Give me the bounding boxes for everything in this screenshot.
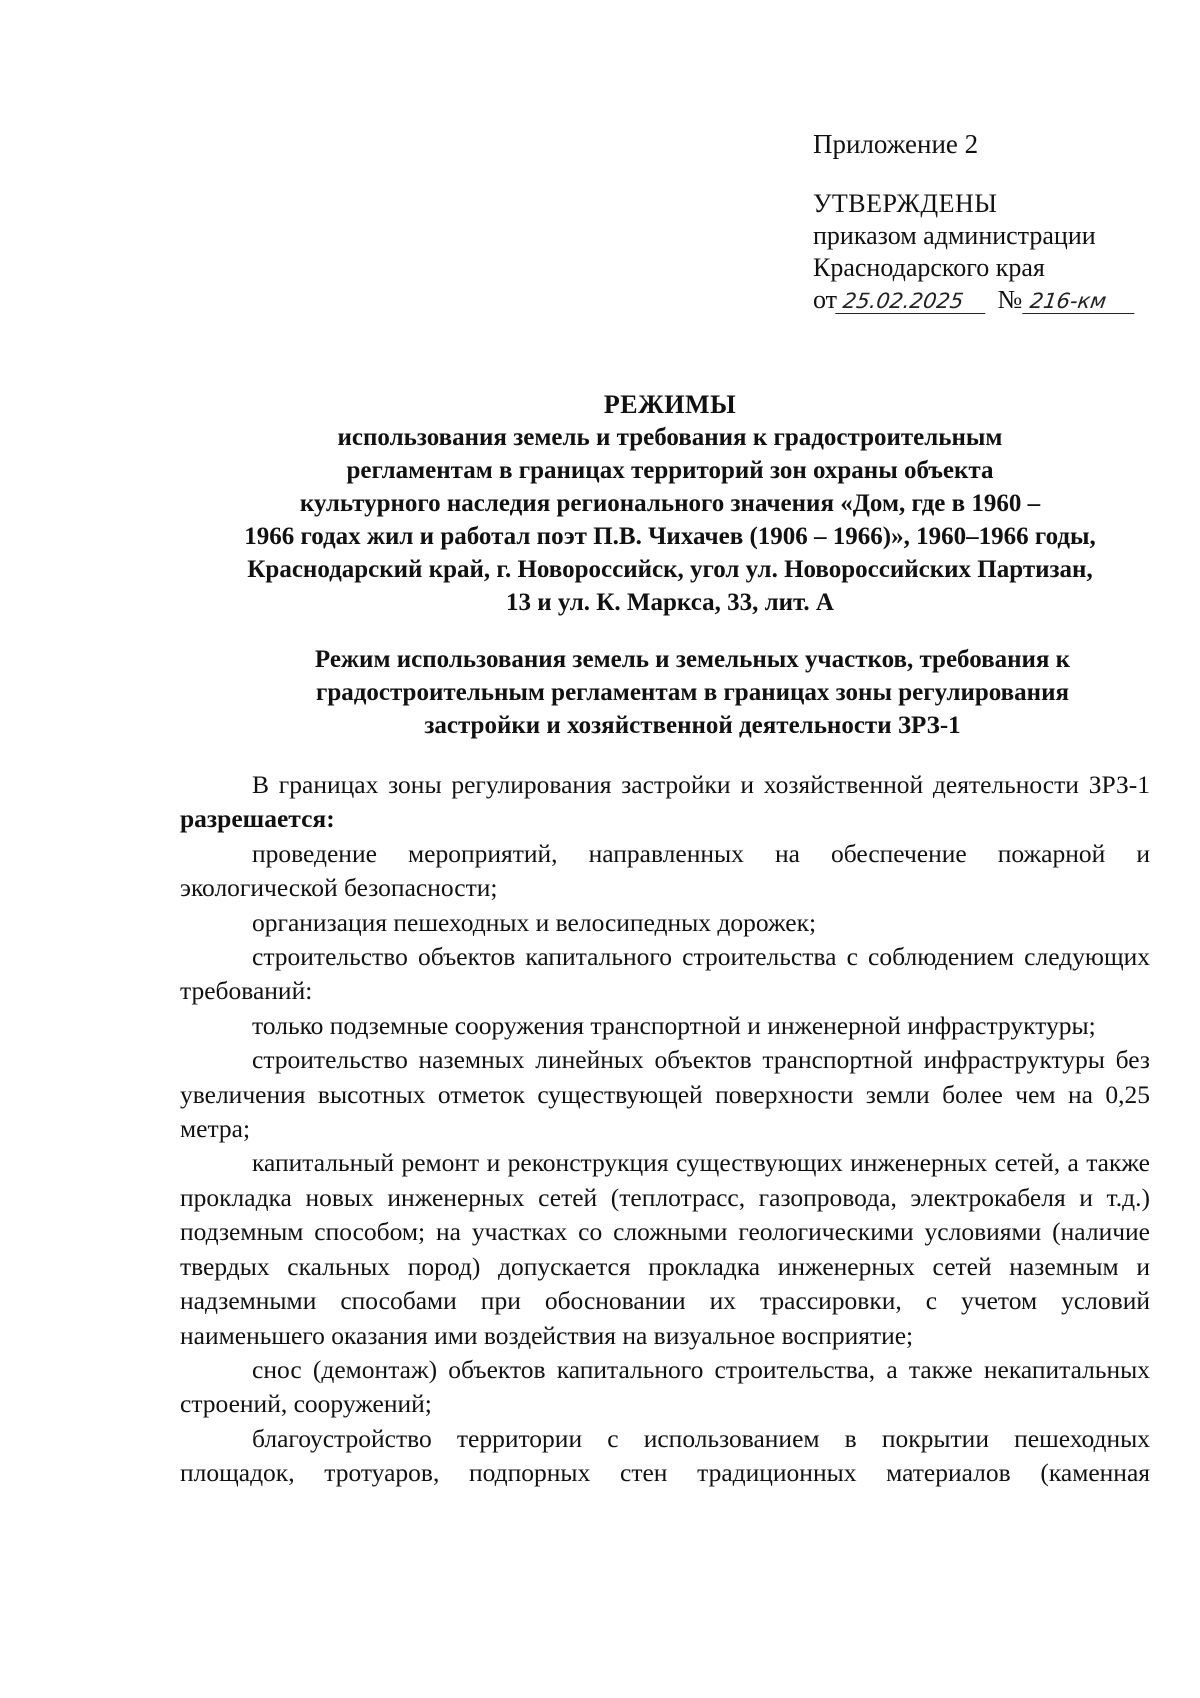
body-paragraph: капитальный ремонт и реконструкция существующих инженерных сетей, а также прокладка новых инженерных сетей (теплотрасс, газопровода, электрокабеля и т.д.) подземным способом; на участках со сложными геологическими условиями (наличие твердых скальных пород) допускается прокладка инженерных сетей наземным и надземными способами при обосновании их трассировки, с учетом условий наименьшего оказания ими воздействия на визуальное восприятие;	[180, 1148, 1150, 1350]
title-line: Краснодарский край, г. Новороссийск, угол ул. Новороссийских Партизан,	[247, 556, 1093, 583]
section-heading-line: градостроительным регламентам в границах зоны регулирования	[315, 679, 1070, 706]
approval-date-number-line	[813, 284, 1173, 316]
title-line: использования земель и требования к градостроительным	[337, 424, 1003, 451]
number-sign: №	[997, 285, 1023, 314]
intro-bold: разрешается:	[180, 804, 335, 834]
approval-line-2: Краснодарского края	[813, 253, 1045, 282]
from-label: от	[813, 285, 838, 314]
approval-block	[813, 128, 1173, 316]
title-line: 1966 годах жил и работал поэт П.В. Чихачев (1906 – 1966)», 1960–1966 годы,	[244, 523, 1096, 550]
appendix-label: Приложение 2	[813, 129, 979, 159]
handwritten-number: 216-км	[1023, 289, 1139, 314]
body-paragraph: благоустройство территории с использованием в покрытии пешеходных площадок, тротуаров, подпорных стен традиционных материалов (каменная	[180, 1423, 1150, 1488]
section-heading	[230, 643, 1155, 742]
approval-line-1: приказом администрации	[813, 221, 1096, 250]
section-heading-line: застройки и хозяйственной деятельности ЗРЗ-1	[424, 712, 961, 739]
body-paragraph: строительство объектов капитального строительства с соблюдением следующих требований:	[180, 942, 1150, 1006]
body-paragraph: строительство наземных линейных объектов транспортной инфраструктуры без увеличения высотных отметок существующей поверхности земли более чем на 0,25 метра;	[180, 1045, 1150, 1144]
intro-paragraph	[180, 768, 1150, 837]
intro-text: В границах зоны регулирования застройки и хозяйственной деятельности ЗРЗ-1	[252, 770, 1150, 799]
section-heading-line: Режим использования земель и земельных участков, требования к	[314, 646, 1071, 673]
handwritten-date: 25.02.2025	[835, 289, 989, 314]
title-line: регламентам в границах территорий зон охраны объекта	[346, 457, 994, 484]
body-paragraph: снос (демонтаж) объектов капитального строительства, а также некапитальных строений, сооружений;	[180, 1354, 1150, 1419]
body-paragraph: организация пешеходных и велосипедных дорожек;	[252, 907, 817, 937]
approved-heading: УТВЕРЖДЕНЫ	[813, 189, 998, 218]
title-line: культурного наследия регионального значения «Дом, где в 1960 –	[299, 490, 1041, 517]
body-text	[180, 768, 1150, 1491]
title-main: РЕЖИМЫ	[603, 390, 737, 419]
body-paragraph: только подземные сооружения транспортной и инженерной инфраструктуры;	[252, 1010, 1096, 1040]
body-paragraph: проведение мероприятий, направленных на обеспечение пожарной и экологической безопасности;	[180, 838, 1150, 903]
document-title	[180, 388, 1160, 619]
title-line: 13 и ул. К. Маркса, 33, лит. А	[505, 589, 834, 616]
